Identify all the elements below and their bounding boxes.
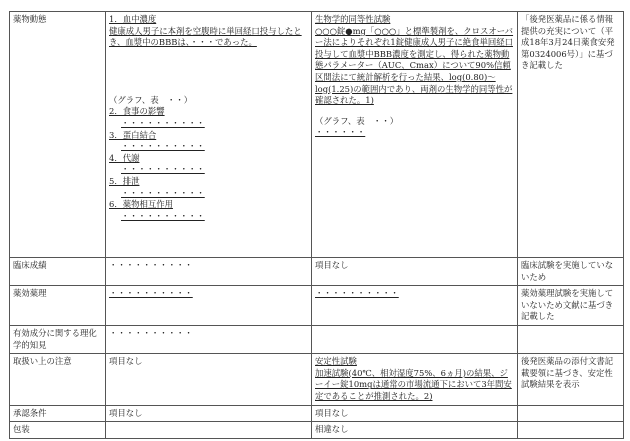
row-physchem [10,325,624,353]
pk-item-dots: ・・・・・・・・・・ [121,187,205,198]
pharmacology-col2: ・・・・・・・・・・ [106,286,312,326]
clinical-col2: ・・・・・・・・・・ [106,258,312,286]
pk-detail-cell [106,12,312,258]
be-body: ○○○錠●mg「○○○」と標準製剤を、クロスオーバー法によりそれぞれ1錠健康成人男子に絶食単回経口投与して血漿中BBB濃度を測定し、得られた薬物動態パラメーター（AUC、Cmax）について90%信頼区間法にて統計解析を行った結果、log(0.80)～log(1.25)の範囲内であり、両剤の生物学的同等性が確認された。1) [315,25,514,106]
label-packaging: 包装 [10,422,106,439]
be-dots: ・・・・・・ [315,127,366,138]
physchem-col3 [312,325,518,353]
label-clinical: 臨床成績 [10,258,106,286]
approval-note [518,405,624,422]
pk-item-dots: ・・・・・・・・・・ [121,117,205,128]
comparison-table [9,11,624,439]
pk-item-label: 5．排泄 [109,175,140,186]
pk-note-cell: 「後発医薬品に係る情報提供の充実について（平成18年3月24日薬食安発第0324006号）」に基づき記載した [518,12,624,258]
row-handling [10,354,624,405]
packaging-note [518,422,624,439]
pk-body: 健康成人男子に本剤を空腹時に単回経口投与したとき、血漿中のBBBは、・・・であった。 [109,25,302,48]
handling-col2: 項目なし [106,354,312,405]
physchem-col2: ・・・・・・・・・・ [106,325,312,353]
pk-item-label: 2．食事の影響 [109,106,165,117]
row-clinical [10,258,624,286]
approval-col2: 項目なし [106,405,312,422]
bioequivalence-cell [312,12,518,258]
clinical-col3: 項目なし [312,258,518,286]
row-pharmacology [10,286,624,326]
pk-heading: 1．血中濃度 [109,14,157,24]
clinical-note: 臨床試験を実施していないため [518,258,624,286]
pk-item-dots: ・・・・・・・・・・ [121,141,205,152]
pk-item-label: 4．代謝 [109,152,140,163]
pk-item-dots: ・・・・・・・・・・ [121,164,205,175]
be-graph-note: （グラフ、表 ・・） [315,115,399,126]
be-heading: 生物学的同等性試験 [315,14,391,24]
pharmacology-col3: ・・・・・・・・・・ [312,286,518,326]
label-approval: 承認条件 [10,405,106,422]
handling-note: 後発医薬品の添付文書記載要領に基づき、安定性試験結果を表示 [518,354,624,405]
row-approval [10,405,624,422]
physchem-note [518,325,624,353]
stability-heading: 安定性試験 [315,356,357,367]
row-pharmacokinetics [10,12,624,258]
stability-cell [312,354,518,405]
label-pharmacology: 薬効薬理 [10,286,106,326]
label-handling: 取扱い上の注意 [10,354,106,405]
label-pharmacokinetics: 薬物動態 [10,12,106,258]
pharmacology-note: 薬効薬理試験を実施していないため文献に基づき記載した [518,286,624,326]
pk-item-dots: ・・・・・・・・・・ [121,210,205,221]
pk-item-label: 6．薬物相互作用 [109,199,173,210]
label-physchem: 有効成分に関する理化学的知見 [10,325,106,353]
packaging-col2 [106,422,312,439]
stability-body: 加速試験(40℃、相対湿度75%、6ヵ月)の結果、ジーイー錠10mgは通常の市場流通下において3年間安定であることが推測された。2) [315,367,512,401]
approval-col3: 項目なし [312,405,518,422]
packaging-col3: 相違なし [312,422,518,439]
pk-graph-note: （グラフ、表 ・・） [109,94,193,105]
pk-item-label: 3．蛋白結合 [109,129,157,140]
row-packaging [10,422,624,439]
